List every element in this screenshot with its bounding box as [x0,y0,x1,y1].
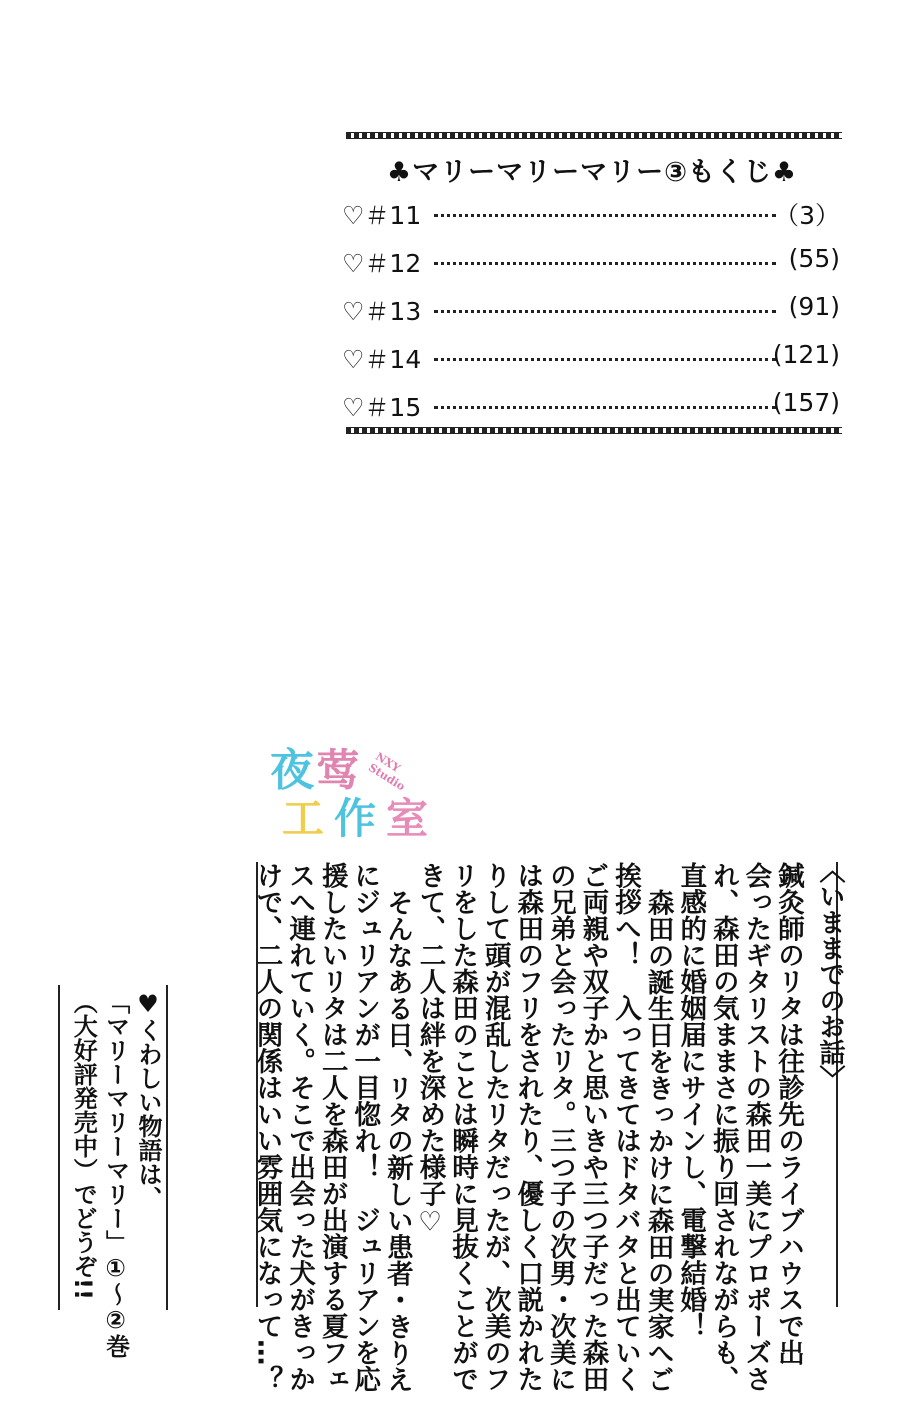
toc-entry-label: ♡＃13 [342,297,422,326]
table-of-contents [342,130,842,440]
toc-entry [342,336,842,376]
toc-entry-label: ♡＃12 [342,249,422,278]
story-rule-left [256,862,258,1307]
toc-entry [342,240,842,280]
note-line: ♥くわしい物語は、 [134,990,162,1210]
note-rule-left [58,985,60,1310]
toc-entry [342,288,842,328]
toc-entry-page: （3） [774,201,840,230]
series-note [68,990,164,1358]
logo-char: 作 [334,794,387,843]
logo-char: 工 [282,794,335,843]
toc-entry-label: ♡＃15 [342,393,422,422]
story-line: りして頭が混乱したリタだったが、次美のフ [479,862,511,1392]
story-line: 会ったギタリストの森田一美にプロポーズさ [740,862,772,1392]
toc-leader-dots [434,262,776,265]
note-line: （大好評発売中）でどうぞ!! [69,990,98,1300]
story-line: スへ連れていく。そこで出会った犬がきっか [284,862,316,1392]
logo-subtitle: NXY Studio [366,750,408,794]
toc-title: ♣マリーマリーマリー③もくじ♣ [386,157,798,188]
toc-entry-page: (121) [772,340,840,369]
studio-logo [268,732,448,844]
toc-entry [342,192,842,232]
story-line: ご両親や双子かと思いきや三つ子だった森田 [577,862,609,1392]
chain-border-top [346,132,842,139]
toc-entry-label: ♡＃11 [342,201,422,230]
toc-entry-page: (91) [788,292,840,321]
story-line: けで、二人の関係はいい雰囲気になって…？ [251,862,283,1392]
story-line: リをした森田のことは瞬時に見抜くことがで [447,862,479,1392]
story-text [251,862,804,1392]
story-line: 援したいリタは二人を森田が出演する夏フェ [316,862,348,1392]
logo-char: 室 [386,794,439,843]
logo-line-2 [282,786,438,846]
toc-leader-dots [434,358,776,361]
story-line: きて、二人は絆を深めた様子♡ [414,862,446,1238]
story-heading: 〈いままでのお話〉 [815,857,845,1091]
logo-char: 莺 [316,745,362,796]
note-line: 「マリーマリーマリー」①～②巻 [101,990,130,1358]
story-line: 森田の誕生日をきっかけに森田の実家へご [642,888,674,1392]
toc-entry [342,384,842,424]
logo-char: 夜 [270,745,316,796]
story-line: にジュリアンが一目惚れ！ ジュリアンを応 [349,862,381,1392]
story-line: 挨拶へ！ 入ってきてはドタバタと出ていく [610,862,642,1392]
toc-entry-page: (55) [788,244,840,273]
story-line: そんなある日、リタの新しい患者・きりえ [381,888,413,1392]
story-line: は森田のフリをされたり、優しく口説かれた [512,862,544,1392]
toc-leader-dots [434,214,776,217]
story-line: の兄弟と会ったリタ。三つ子の次男・次美に [544,862,576,1392]
toc-entry-label: ♡＃14 [342,345,422,374]
note-rule-right [166,985,168,1310]
toc-leader-dots [434,406,776,409]
story-line: れ、森田の気ままさに振り回されながらも、 [707,862,739,1392]
story-line: 鍼灸師のリタは往診先のライブハウスで出 [773,862,804,1366]
toc-entry-page: (157) [772,388,840,417]
toc-leader-dots [434,310,776,313]
chain-border-bottom [346,427,842,434]
story-line: 直感的に婚姻届にサインし、電撃結婚！ [675,862,707,1339]
